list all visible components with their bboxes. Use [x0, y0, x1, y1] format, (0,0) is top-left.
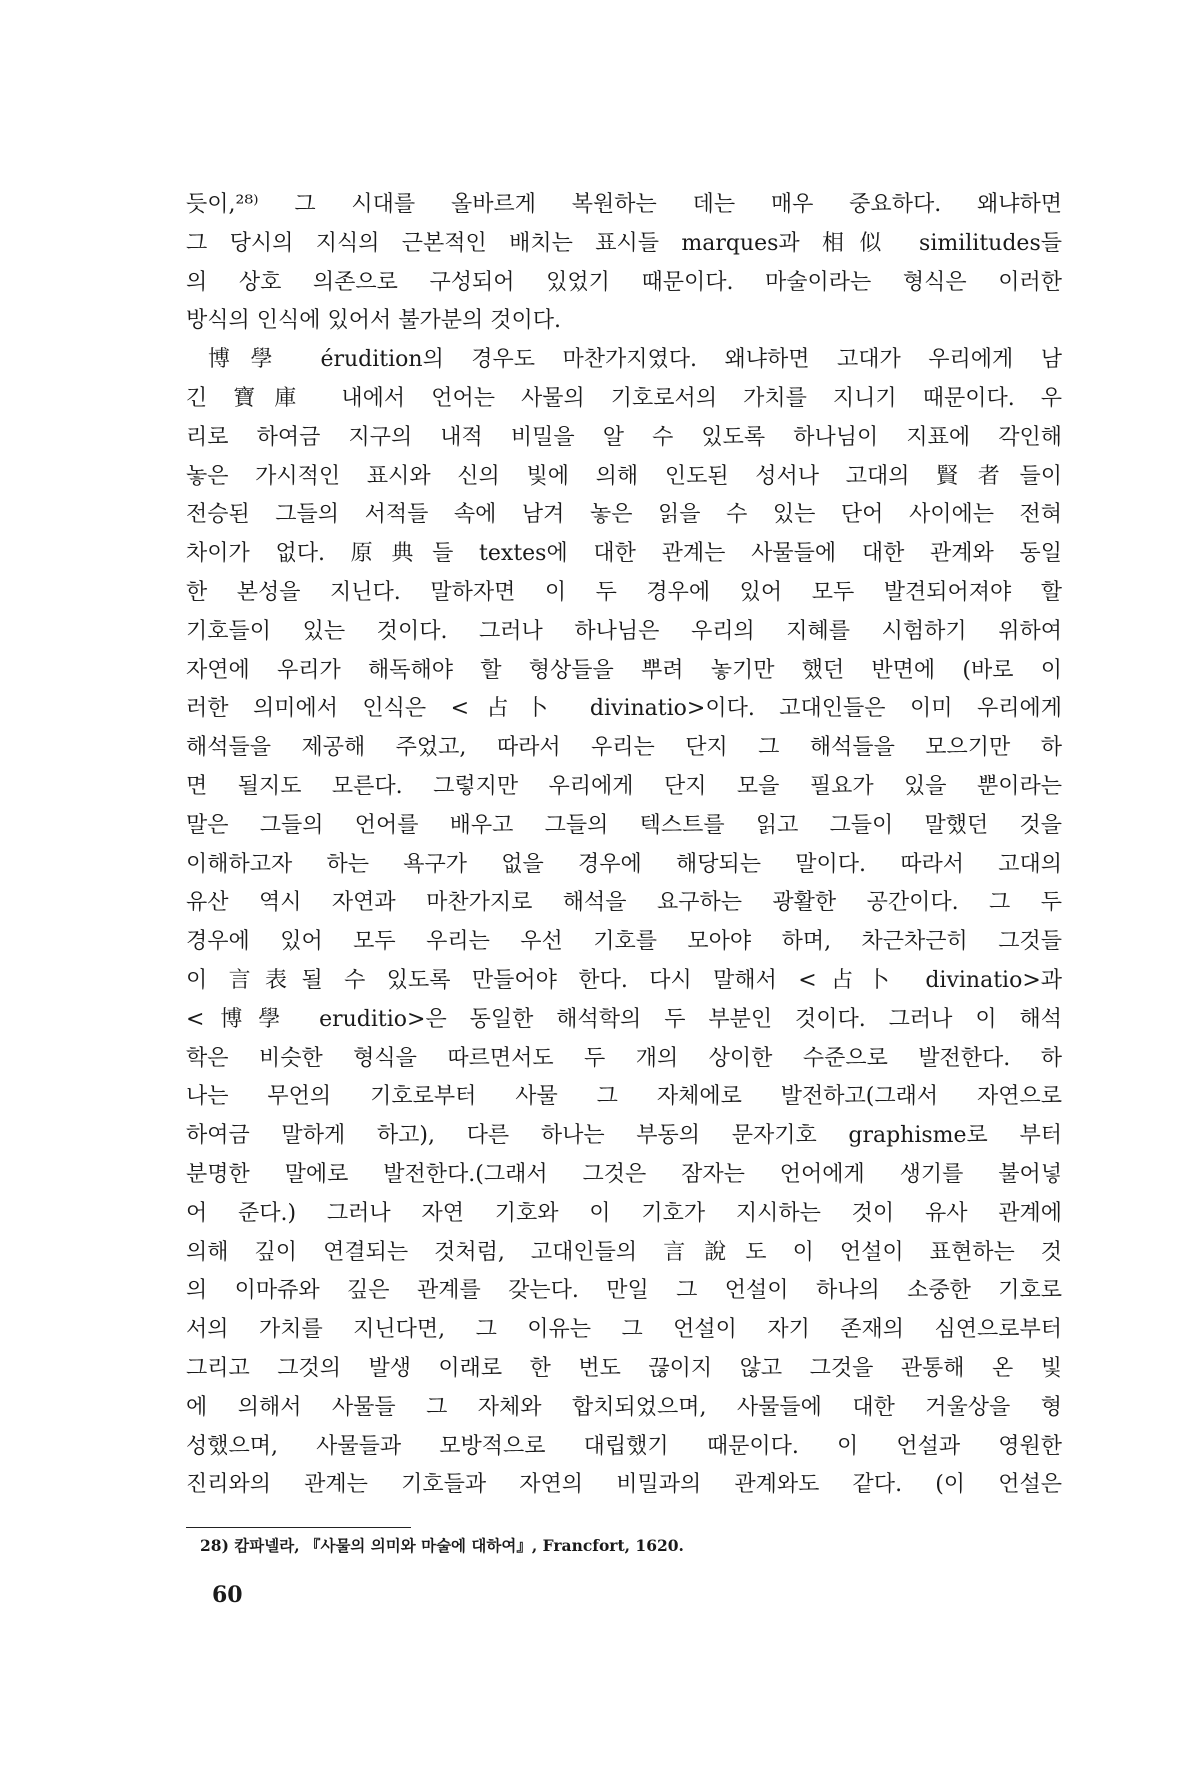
- text-line: 긴 寶庫 내에서 언어는 사물의 기호로서의 가치를 지니기 때문이다. 우: [186, 385, 1062, 411]
- text-line: 해석들을 제공해 주었고, 따라서 우리는 단지 그 해석들을 모으기만 하: [186, 735, 1062, 761]
- text-line: 분명한 말에로 발전한다.(그래서 그것은 잠자는 언어에게 생기를 불어넣: [186, 1161, 1062, 1187]
- text-line: 한 본성을 지닌다. 말하자면 이 두 경우에 있어 모두 발견되어져야 할: [186, 579, 1062, 605]
- body-text: [186, 186, 1062, 1505]
- text-line: 자연에 우리가 해독해야 할 형상들을 뿌려 놓기만 했던 반면에 (바로 이: [186, 657, 1062, 683]
- text-line: 성했으며, 사물들과 모방적으로 대립했기 때문이다. 이 언설과 영원한: [186, 1433, 1062, 1459]
- text-line: 의 이마쥬와 깊은 관계를 갖는다. 만일 그 언설이 하나의 소중한 기호로: [186, 1278, 1062, 1304]
- text-line: 의 상호 의존으로 구성되어 있었기 때문이다. 마술이라는 형식은 이러한: [186, 269, 1062, 295]
- text-line: 에 의해서 사물들 그 자체와 합치되었으며, 사물들에 대한 거울상을 형: [186, 1394, 1062, 1420]
- footnote: 28) 캄파넬라, 『사물의 의미와 마술에 대하여』, Francfort, 1620.: [200, 1536, 684, 1555]
- text-line: 방식의 인식에 있어서 불가분의 것이다.: [186, 308, 561, 334]
- text-line: 차이가 없다. 原典들 textes에 대한 관계는 사물들에 대한 관계와 동일: [186, 541, 1062, 567]
- text-line: 나는 무언의 기호로부터 사물 그 자체에로 발전하고(그래서 자연으로: [186, 1084, 1062, 1110]
- text-line: 경우에 있어 모두 우리는 우선 기호를 모아야 하며, 차근차근히 그것들: [186, 929, 1062, 955]
- text-line: 서의 가치를 지닌다면, 그 이유는 그 언설이 자기 존재의 심연으로부터: [186, 1317, 1062, 1343]
- text-line: 러한 의미에서 인식은 <占卜 divinatio>이다. 고대인들은 이미 우리에게: [186, 696, 1062, 722]
- text-line: 면 될지도 모른다. 그렇지만 우리에게 단지 모을 필요가 있을 뿐이라는: [186, 773, 1062, 799]
- text-line: 그리고 그것의 발생 이래로 한 번도 끊이지 않고 그것을 관통해 온 빛: [186, 1355, 1062, 1381]
- text-line: 학은 비슷한 형식을 따르면서도 두 개의 상이한 수준으로 발전한다. 하: [186, 1045, 1062, 1071]
- text-line: 리로 하여금 지구의 내적 비밀을 알 수 있도록 하나님이 지표에 각인해: [186, 424, 1062, 450]
- text-line: 博學 érudition의 경우도 마찬가지였다. 왜냐하면 고대가 우리에게 남: [208, 347, 1062, 373]
- text-line: 기호들이 있는 것이다. 그러나 하나님은 우리의 지혜를 시험하기 위하여: [186, 618, 1062, 644]
- text-line: 하여금 말하게 하고), 다른 하나는 부동의 문자기호 graphisme로 부터: [186, 1123, 1062, 1149]
- text-line: 어 준다.) 그러나 자연 기호와 이 기호가 지시하는 것이 유사 관계에: [186, 1200, 1062, 1226]
- text-line: 의해 깊이 연결되는 것처럼, 고대인들의 言說도 이 언설이 표현하는 것: [186, 1239, 1062, 1265]
- text-line: 놓은 가시적인 표시와 신의 빛에 의해 인도된 성서나 고대의 賢者들이: [186, 463, 1062, 489]
- text-line: 전승된 그들의 서적들 속에 남겨 놓은 읽을 수 있는 단어 사이에는 전혀: [186, 502, 1062, 528]
- footnote-divider: [186, 1527, 411, 1528]
- text-line: 그 당시의 지식의 근본적인 배치는 표시들 marques과 相似 similitudes들: [186, 230, 1062, 256]
- text-line: 말은 그들의 언어를 배우고 그들의 텍스트를 읽고 그들이 말했던 것을: [186, 812, 1062, 838]
- page-number: 60: [212, 1582, 243, 1608]
- text-line: <博學 eruditio>은 동일한 해석학의 두 부분인 것이다. 그러나 이 해석: [186, 1006, 1062, 1032]
- text-line: 이 言表될 수 있도록 만들어야 한다. 다시 말해서 <占卜 divinatio>과: [186, 967, 1062, 993]
- text-line: 듯이,²⁸⁾ 그 시대를 올바르게 복원하는 데는 매우 중요하다. 왜냐하면: [186, 192, 1062, 217]
- text-line: 유산 역시 자연과 마찬가지로 해석을 요구하는 광활한 공간이다. 그 두: [186, 890, 1062, 916]
- text-line: 이해하고자 하는 욕구가 없을 경우에 해당되는 말이다. 따라서 고대의: [186, 851, 1062, 877]
- text-line: 진리와의 관계는 기호들과 자연의 비밀과의 관계와도 같다. (이 언설은: [186, 1472, 1062, 1498]
